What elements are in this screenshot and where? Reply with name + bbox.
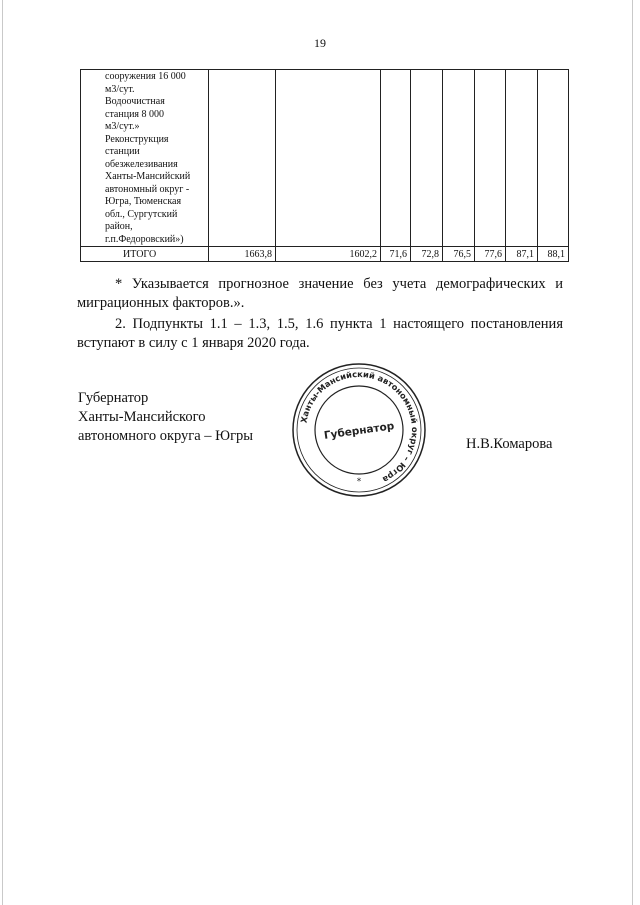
description-line: м3/сут. [105,83,135,95]
table-cell [506,70,538,247]
description-line: автономный округ - [105,183,190,195]
description-cell [81,70,209,247]
scan-right-edge [632,0,633,905]
total-value: 1602,2 [276,247,381,262]
footnote-text: * Указывается прогнозное значение без учета демографических и миграционных факторов.». [77,276,563,311]
scan-left-edge [2,0,3,905]
position-line: Ханты-Мансийского [78,409,206,425]
seal-ring-text: Ханты-Мансийский автономный округ – Югра [298,368,421,485]
signatory-name: Н.В.Комарова [466,436,553,452]
total-value: 77,6 [475,247,506,262]
footnote [77,275,563,313]
description-line: Югра, Тюменская [105,196,182,207]
table-cell [276,70,381,247]
position-line: автономного округа – Югры [78,428,254,444]
total-value: 76,5 [443,247,475,262]
description-line: станция 8 000 [105,108,165,120]
table-row-total [81,247,569,262]
page-number: 19 [314,36,326,50]
description-line: сооружения 16 000 [105,71,186,82]
clause-text: 2. Подпункты 1.1 – 1.3, 1.5, 1.6 пункта 1 настоящего постановления вступают в силу с 1 января 2020 года. [77,316,563,351]
total-value: 71,6 [381,247,411,262]
data-table [80,69,569,262]
table-cell [475,70,506,247]
total-value: 1663,8 [209,247,276,262]
table-cell [209,70,276,247]
total-value: 72,8 [411,247,443,262]
description-line: станции [105,146,140,157]
total-label: ИТОГО [81,247,209,262]
total-value: 88,1 [538,247,569,262]
signatory-position [78,389,253,446]
description-line: Реконструкция [105,133,169,145]
total-value: 87,1 [506,247,538,262]
table-cell [411,70,443,247]
position-line: Губернатор [78,390,149,406]
description-line: г.п.Федоровский») [105,233,184,245]
table-row-description [81,70,569,247]
description-line: Ханты-Мансийский [105,171,191,182]
table-cell [381,70,411,247]
description-line: обл., Сургутский [105,208,178,220]
table-cell [443,70,475,247]
description-line: район, [105,221,133,232]
clause-2 [77,315,563,353]
seal-center-text: Губернатор [323,420,395,442]
official-seal [289,360,429,500]
seal-star: * [356,477,362,487]
table-cell [538,70,569,247]
description-line: обезжелезивания [105,158,178,170]
description-line: м3/сут.» [105,121,140,132]
description-line: Водоочистная [105,96,165,107]
